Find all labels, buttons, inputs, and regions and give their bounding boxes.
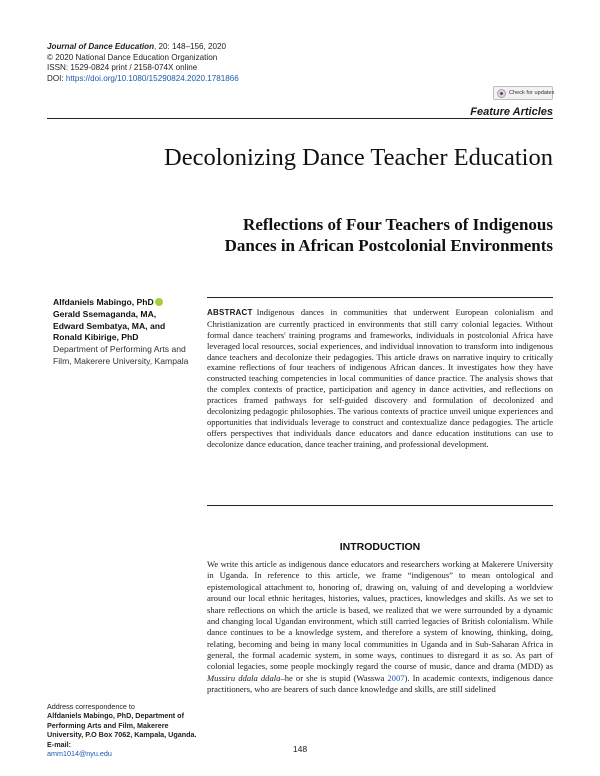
- article-metadata: [47, 42, 367, 84]
- correspondence-label: Address correspondence to: [47, 702, 135, 711]
- check-for-updates-label: Check for updates: [509, 90, 555, 96]
- section-label: Feature Articles: [466, 106, 553, 118]
- article-title: Decolonizing Dance Teacher Education: [164, 144, 553, 171]
- author-name: Edward Sembatya, MA, and: [53, 320, 166, 331]
- copyright-line: © 2020 National Dance Education Organization: [47, 52, 218, 62]
- orcid-icon[interactable]: [155, 298, 163, 306]
- author-name: Ronald Kibirige, PhD: [53, 332, 139, 343]
- introduction-paragraph: [207, 559, 553, 696]
- article-subtitle: Reflections of Four Teachers of Indigenous Dances in African Postcolonial Environments: [224, 215, 553, 255]
- crossmark-icon: [497, 89, 506, 98]
- citation-link[interactable]: 2007: [387, 672, 405, 683]
- journal-name[interactable]: Journal of Dance Education: [47, 42, 155, 51]
- journal-citation: [47, 42, 367, 53]
- introduction-heading: INTRODUCTION: [339, 541, 421, 553]
- abstract-label: ABSTRACT: [207, 308, 253, 317]
- author-names: [53, 297, 203, 344]
- issn-line: ISSN: 1529-0824 print / 2158-074X online: [47, 63, 198, 73]
- author-line: [53, 297, 203, 309]
- abstract: [207, 307, 553, 449]
- author-name: Gerald Ssemaganda, MA,: [53, 308, 157, 319]
- correspondence-details: Alfdaniels Mabingo, PhD, Department of Performing Arts and Film, Makerere University, P.O Box 7062, Kampala, Uganda. E-mail:: [47, 711, 197, 749]
- author-name[interactable]: Alfdaniels Mabingo, PhD: [53, 297, 154, 307]
- intro-text: ). In academic contexts, indigenous dance practitioners, who are bearers of such dance knowledge and skills, are still sidelined: [207, 672, 553, 695]
- doi-line: [47, 74, 367, 85]
- correspondence-email[interactable]: amm1014@nyu.edu: [47, 749, 112, 759]
- abstract-text: Indigenous dances in communities that underwent European colonialism and Christianization are currently practiced in environments that still carry colonial legacies. Without formal dance teachers' training programs and frameworks, individuals in postcolonial Africa have leveraged local resources, social experiences, and individual innovation to transform into indigenous dance teachers and decolonize their pedagogies. This article draws on narrative inquiry to critically examine reflections of four teachers of indigenous African dances. It investigates how they have constructed teaching competencies in local communities of dance practice. The analysis shows that the complex contexts of practice, participation and agency in dance activities, and reflections on practices framed pathways for self-guided discovery and formulation of decolonized and decolonizing pedagogic philosophies. The various contexts of practice unveil unique experiences and opportunities that individuals leverage to construct and contextualize dance pedagogies. The article offers perspectives that individuals dance educators and dance education institutions can use to decolonize dance education, dance teacher training, and professional development.: [207, 307, 553, 449]
- doi-link[interactable]: https://doi.org/10.1080/15290824.2020.1781866: [65, 73, 239, 83]
- author-block: [53, 297, 203, 368]
- intro-italic-phrase: Mussiru ddala ddala: [207, 672, 281, 683]
- page-number: 148: [292, 744, 308, 754]
- check-for-updates-button[interactable]: [493, 86, 553, 100]
- author-affiliation: Department of Performing Arts and Film, Makerere University, Kampala: [53, 344, 189, 366]
- section-divider: [47, 118, 553, 119]
- intro-text: –he or she is stupid (Wasswa: [280, 672, 388, 683]
- doi-label: DOI:: [47, 73, 66, 83]
- intro-text: We write this article as indigenous dance educators and researchers working at Makerere University in Uganda. In reference to this article, we frame “indigenous” to mean ontological and epistemological attachment to, honoring of, drawing on, valuing of and developing a worldview around our local ethnic heritages, histories, values, practices, knowledges and skills. As we set to share reflections on which the article is based, we realized that we were surrounded by a dynamic and changing local Ugandan environment, which still carried legacies of British colonialism. While dance continues to be a knowledge system, and therefore a system of knowing, thinking, doing, relating, becoming and being in many local communities in Uganda and in Sub-Saharan Africa in general, the formal academic system, in some ways, continues to disregard it as so. As part of colonial legacies, some people mockingly regard the course of music, dance and drama (MDD) as: [207, 559, 553, 672]
- journal-issue: , 20: 148–156, 2020: [154, 42, 227, 51]
